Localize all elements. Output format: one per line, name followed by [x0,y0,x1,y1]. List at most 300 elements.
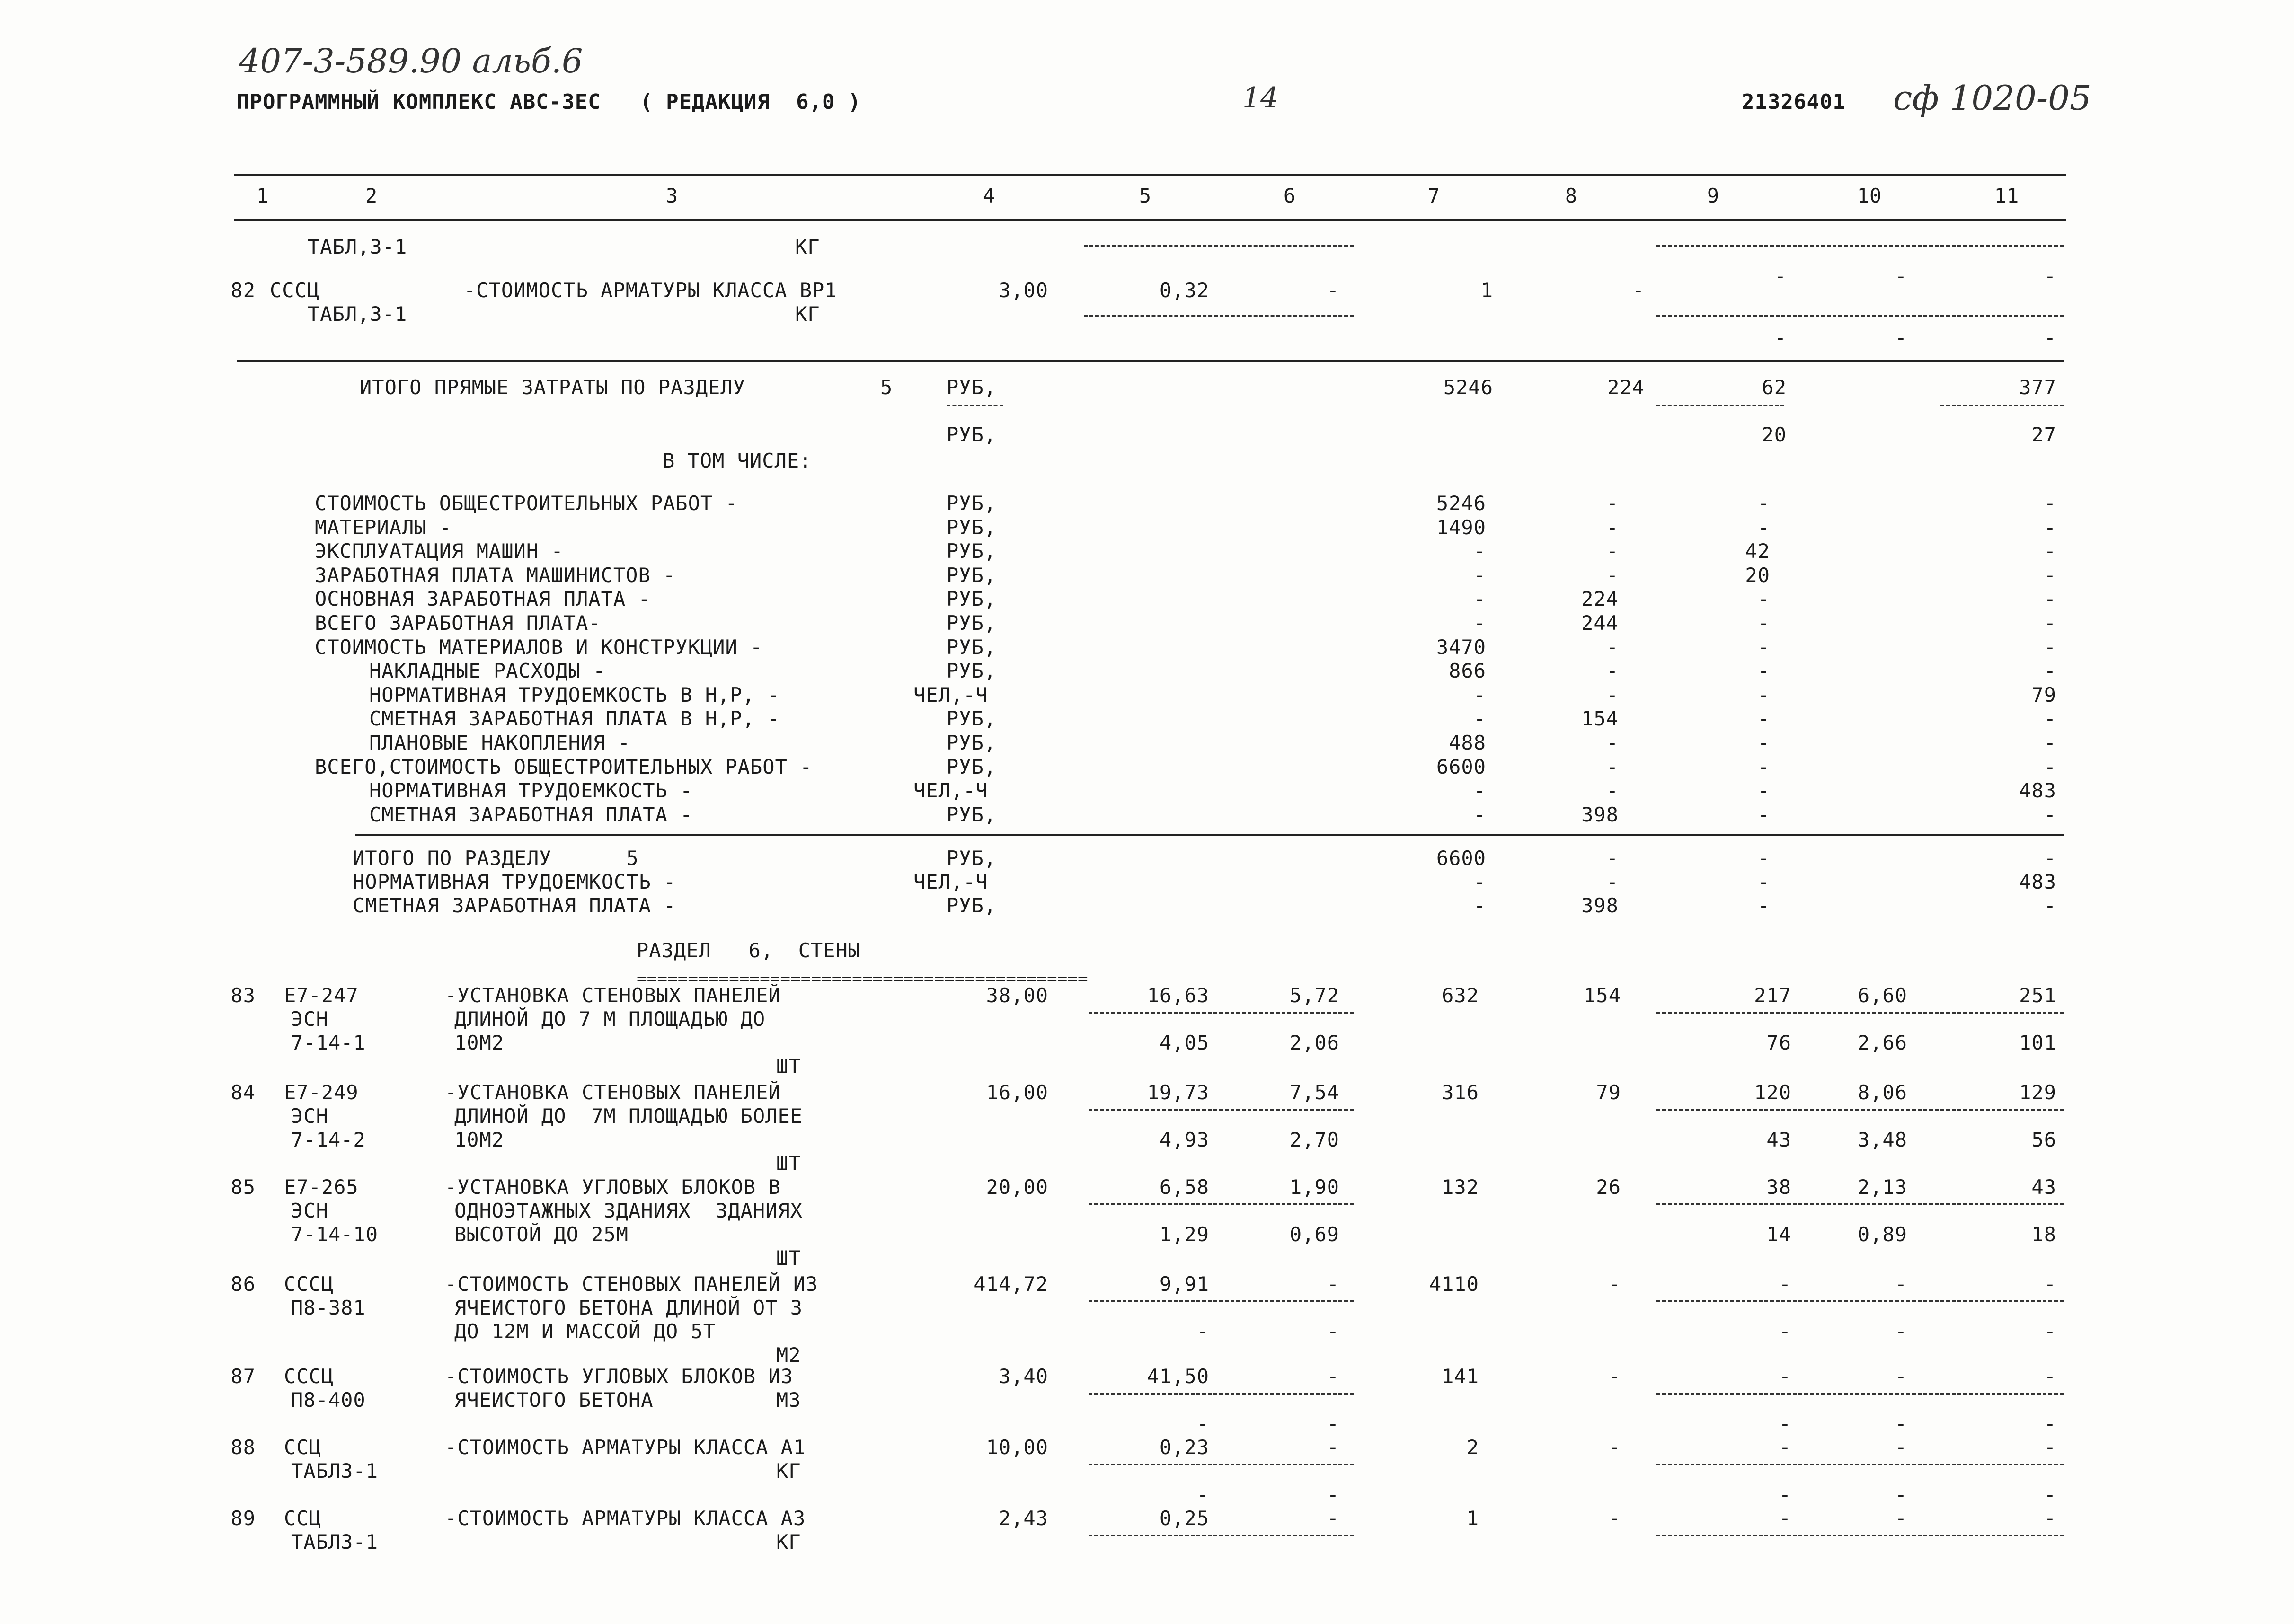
item-description: ДО 12М И МАССОЙ ДО 5Т [454,1320,716,1343]
breakdown-c8: - [1606,635,1619,659]
sep [1089,1393,1354,1395]
item-c11: 43 [2031,1175,2056,1199]
item-unit: ШТ [776,1246,801,1270]
item-c4: 16,00 [986,1081,1048,1104]
item-c9-sub: - [1779,1320,1791,1343]
column-header-7: 7 [1427,184,1441,207]
section-total-label: СМЕТНАЯ ЗАРАБОТНАЯ ПЛАТА - [353,894,676,917]
breakdown-c9: - [1757,707,1770,731]
breakdown-c9: - [1757,731,1770,754]
sep [1089,1203,1354,1205]
item-description: -СТОИМОСТЬ УГЛОВЫХ БЛОКОВ ИЗ [445,1365,794,1388]
item-number: 87 [230,1365,256,1388]
row-unit: КГ [795,235,820,258]
document-number: 21326401 [1742,90,1846,114]
breakdown-c11: - [2044,563,2056,587]
item-c7: 141 [1442,1365,1479,1388]
program-title: ПРОГРАММНЫЙ КОМПЛЕКС АВС-3ЕС ( РЕДАКЦИЯ 6,0 ) [237,90,861,114]
item-c5-sub: - [1196,1483,1209,1506]
breakdown-c7: - [1473,563,1486,587]
totals2-c9: 20 [1762,423,1787,446]
item-c7: 316 [1442,1081,1479,1104]
item-c8: - [1608,1365,1621,1388]
item-c5: 0,25 [1159,1507,1209,1530]
breakdown-c8: - [1606,492,1619,515]
breakdown-c11: - [2044,707,2056,731]
item-c5-sub: - [1196,1412,1209,1435]
item-description: ОДНОЭТАЖНЫХ ЗДАНИЯХ ЗДАНИЯХ [454,1199,803,1222]
breakdown-c11: - [2044,587,2056,611]
item-c11-sub: 56 [2031,1128,2056,1151]
section-total-unit: РУБ, [947,894,997,917]
item-c5-sub: 4,05 [1159,1031,1209,1054]
item-description: ДЛИНОЙ ДО 7 М ПЛОЩАДЬЮ ДО [454,1007,766,1031]
item-c5-sub: 1,29 [1159,1223,1209,1246]
item-c11: - [2044,1272,2056,1296]
item-code-sub: ТАБЛ3-1 [291,1459,379,1483]
section-total-c9: - [1757,894,1770,917]
section-rule [355,834,2064,836]
item-c10: - [1895,1365,1907,1388]
item-c11-sub: - [2044,1483,2056,1506]
cell-c10: - [1895,265,1907,288]
breakdown-c7: - [1473,779,1486,803]
item-c9-sub: 76 [1766,1031,1791,1054]
cell-c5: 0,32 [1159,279,1209,302]
item-c10: 6,60 [1857,984,1907,1007]
sep [1656,1109,2064,1111]
item-c10-sub: - [1895,1320,1907,1343]
item-c9-sub: - [1779,1412,1791,1435]
breakdown-unit: РУБ, [947,707,997,731]
item-unit: ШТ [776,1152,801,1175]
section-total-c9: - [1757,870,1770,893]
sep [1089,1464,1354,1465]
row-ref: ТАБЛ,3-1 [308,235,407,258]
item-c7: 132 [1442,1175,1479,1199]
totals-unit: РУБ, [947,376,997,399]
item-c9: - [1779,1507,1791,1530]
cell-c9: - [1774,326,1787,349]
breakdown-c11: - [2044,539,2056,563]
item-description: -СТОИМОСТЬ СТЕНОВЫХ ПАНЕЛЕЙ ИЗ [445,1272,818,1296]
row-number: 82 [230,279,256,302]
breakdown-label: СТОИМОСТЬ ОБЩЕСТРОИТЕЛЬНЫХ РАБОТ - [315,492,738,515]
breakdown-label: НАКЛАДНЫЕ РАСХОДЫ - [369,659,606,683]
item-c4: 3,40 [998,1365,1048,1388]
item-c8: - [1608,1436,1621,1459]
breakdown-unit: РУБ, [947,635,997,659]
item-c10: - [1895,1272,1907,1296]
item-unit: М3 [776,1388,801,1412]
sep [1656,1300,2064,1302]
item-unit: КГ [776,1530,801,1553]
section-underline: ============================================ [637,969,1088,989]
breakdown-c8: - [1606,539,1619,563]
breakdown-unit: РУБ, [947,659,997,683]
item-c5: 9,91 [1159,1272,1209,1296]
breakdown-c11: - [2044,515,2056,539]
item-c10-sub: - [1895,1412,1907,1435]
header-rule-top [234,174,2066,176]
breakdown-c11: - [2044,755,2056,778]
breakdown-label: ВСЕГО,СТОИМОСТЬ ОБЩЕСТРОИТЕЛЬНЫХ РАБОТ - [315,755,813,778]
breakdown-unit: РУБ, [947,731,997,754]
item-c5: 41,50 [1147,1365,1209,1388]
breakdown-c7: - [1473,539,1486,563]
item-c4: 2,43 [998,1507,1048,1530]
breakdown-label: НОРМАТИВНАЯ ТРУДОЕМКОСТЬ - [369,779,693,803]
breakdown-c9: - [1757,659,1770,683]
item-c9: 120 [1754,1081,1791,1104]
item-code: СССЦ [284,1365,334,1388]
item-number: 88 [230,1436,256,1459]
cell-c8: - [1632,279,1645,302]
item-c10-sub: - [1895,1483,1907,1506]
breakdown-c8: - [1606,683,1619,706]
item-c10-sub: 2,66 [1857,1031,1907,1054]
breakdown-label: СМЕТНАЯ ЗАРАБОТНАЯ ПЛАТА - [369,803,693,826]
row-unit: КГ [795,302,820,326]
item-c9-sub: 14 [1766,1223,1791,1246]
column-header-5: 5 [1139,184,1152,207]
section-total-label: НОРМАТИВНАЯ ТРУДОЕМКОСТЬ - [353,870,676,893]
column-header-2: 2 [365,184,378,207]
item-c7: 1 [1466,1507,1479,1530]
sep [1656,1535,2064,1536]
breakdown-c9: - [1757,779,1770,803]
column-header-9: 9 [1707,184,1720,207]
item-code-sub: 7-14-10 [291,1223,379,1246]
breakdown-c11: 79 [2031,683,2056,706]
including-label: В ТОМ ЧИСЛЕ: [663,449,812,472]
item-code-sub: ТАБЛ3-1 [291,1530,379,1553]
item-c8: - [1608,1507,1621,1530]
section-title: РАЗДЕЛ 6, СТЕНЫ [637,939,861,962]
breakdown-unit: ЧЕЛ,-Ч [913,683,988,706]
item-c11: 251 [2019,984,2056,1007]
breakdown-c7: 488 [1449,731,1486,754]
breakdown-c9: - [1757,611,1770,635]
sep [1656,1393,2064,1395]
item-description: ЯЧЕИСТОГО БЕТОНА ДЛИНОЙ ОТ 3 [454,1296,803,1319]
item-c6: - [1327,1272,1339,1296]
column-header-11: 11 [1994,184,2019,207]
item-c9-sub: - [1779,1483,1791,1506]
column-header-10: 10 [1857,184,1882,207]
item-c6-sub: 0,69 [1289,1223,1339,1246]
breakdown-label: ПЛАНОВЫЕ НАКОПЛЕНИЯ - [369,731,631,754]
item-number: 86 [230,1272,256,1296]
item-c7: 2 [1466,1436,1479,1459]
breakdown-c7: - [1473,707,1486,731]
item-code-sub: ЭСН [291,1104,328,1128]
section-total-c7: - [1473,894,1486,917]
breakdown-c11: - [2044,611,2056,635]
breakdown-unit: РУБ, [947,755,997,778]
item-c6-sub: 2,06 [1289,1031,1339,1054]
item-description: ДЛИНОЙ ДО 7М ПЛОЩАДЬЮ БОЛЕЕ [454,1104,803,1128]
item-description: -УСТАНОВКА УГЛОВЫХ БЛОКОВ В [445,1175,781,1199]
totals-c7: 5246 [1443,376,1493,399]
sep [1656,315,2064,317]
section-total-c8: - [1606,870,1619,893]
breakdown-c9: - [1757,755,1770,778]
breakdown-c7: - [1473,683,1486,706]
item-c8: 26 [1596,1175,1621,1199]
cell-c11: - [2044,326,2056,349]
item-code-sub: П8-400 [291,1388,366,1412]
sep [1089,1109,1354,1111]
item-c4: 414,72 [974,1272,1048,1296]
item-description: 10М2 [454,1031,505,1054]
breakdown-unit: РУБ, [947,611,997,635]
breakdown-c9: - [1757,515,1770,539]
item-number: 89 [230,1507,256,1530]
item-c11: 129 [2019,1081,2056,1104]
item-number: 85 [230,1175,256,1199]
sep [1656,1203,2064,1205]
sep [1084,315,1354,317]
item-c11-sub: 101 [2019,1031,2056,1054]
item-c11-sub: 18 [2031,1223,2056,1246]
row-ref: ТАБЛ,3-1 [308,302,407,326]
cell-c4: 3,00 [998,279,1048,302]
breakdown-c9: - [1757,803,1770,826]
item-c10: - [1895,1436,1907,1459]
item-unit: ШТ [776,1055,801,1078]
item-code-sub: П8-381 [291,1296,366,1319]
item-c8: - [1608,1272,1621,1296]
breakdown-c11: - [2044,635,2056,659]
totals-section: 5 [880,376,893,399]
cell-c10: - [1895,326,1907,349]
item-number: 83 [230,984,256,1007]
breakdown-c8: - [1606,731,1619,754]
item-c11-sub: - [2044,1320,2056,1343]
item-c7: 632 [1442,984,1479,1007]
handwritten-form-code: сф 1020-05 [1893,78,2091,118]
breakdown-label: ЗАРАБОТНАЯ ПЛАТА МАШИНИСТОВ - [315,563,676,587]
item-code: Е7-265 [284,1175,359,1199]
item-code: ССЦ [284,1507,321,1530]
item-code-sub: 7-14-1 [291,1031,366,1054]
item-description: -УСТАНОВКА СТЕНОВЫХ ПАНЕЛЕЙ [445,1081,781,1104]
header-rule-bottom [234,219,2066,221]
sep [947,405,1003,406]
item-code: СССЦ [284,1272,334,1296]
totals-label: ИТОГО ПРЯМЫЕ ЗАТРАТЫ ПО РАЗДЕЛУ [360,376,745,399]
breakdown-unit: РУБ, [947,587,997,611]
section-total-c8: - [1606,847,1619,870]
sep [1656,245,2064,247]
item-c4: 38,00 [986,984,1048,1007]
item-c5: 19,73 [1147,1081,1209,1104]
breakdown-label: ВСЕГО ЗАРАБОТНАЯ ПЛАТА- [315,611,601,635]
item-unit: КГ [776,1459,801,1483]
column-header-8: 8 [1565,184,1578,207]
item-c6: - [1327,1365,1339,1388]
breakdown-c9: - [1757,587,1770,611]
item-c10-sub: 0,89 [1857,1223,1907,1246]
breakdown-c7: 1490 [1436,515,1486,539]
breakdown-c7: - [1473,587,1486,611]
item-c6: - [1327,1507,1339,1530]
breakdown-c8: - [1606,563,1619,587]
breakdown-c8: - [1606,515,1619,539]
item-c8: 79 [1596,1081,1621,1104]
item-number: 84 [230,1081,256,1104]
item-c9: 38 [1766,1175,1791,1199]
item-c5: 6,58 [1159,1175,1209,1199]
breakdown-c9: - [1757,635,1770,659]
item-code-sub: 7-14-2 [291,1128,366,1151]
section-total-c8: 398 [1581,894,1619,917]
section-total-c11: - [2044,847,2056,870]
item-c5: 0,23 [1159,1436,1209,1459]
breakdown-c11: - [2044,492,2056,515]
breakdown-c9: - [1757,492,1770,515]
breakdown-unit: РУБ, [947,803,997,826]
item-c11: - [2044,1365,2056,1388]
item-c8: 154 [1584,984,1621,1007]
breakdown-c8: 224 [1581,587,1619,611]
item-c6-sub: 2,70 [1289,1128,1339,1151]
item-c9-sub: 43 [1766,1128,1791,1151]
breakdown-c7: 3470 [1436,635,1486,659]
breakdown-c8: - [1606,755,1619,778]
sep [1656,1012,2064,1014]
breakdown-c8: 398 [1581,803,1619,826]
totals2-unit: РУБ, [947,423,997,446]
item-c10-sub: 3,48 [1857,1128,1907,1151]
breakdown-c9: - [1757,683,1770,706]
breakdown-c8: 154 [1581,707,1619,731]
breakdown-unit: РУБ, [947,539,997,563]
breakdown-unit: РУБ, [947,515,997,539]
cell-c7: 1 [1480,279,1493,302]
sep [1940,405,2064,406]
item-unit: М2 [776,1343,801,1367]
handwritten-album-code: 407-3-589.90 альб.6 [239,42,583,80]
cell-c11: - [2044,265,2056,288]
item-c9: - [1779,1365,1791,1388]
row-code: СССЦ [270,279,320,302]
item-c11: - [2044,1507,2056,1530]
breakdown-label: МАТЕРИАЛЫ - [315,515,452,539]
sep [1089,1012,1354,1014]
breakdown-label: ОСНОВНАЯ ЗАРАБОТНАЯ ПЛАТА - [315,587,651,611]
breakdown-c9: 42 [1745,539,1770,563]
section-total-unit: ЧЕЛ,-Ч [913,870,988,893]
column-header-4: 4 [983,184,996,207]
row-description: -СТОИМОСТЬ АРМАТУРЫ КЛАССА ВР1 [464,279,837,302]
item-c4: 10,00 [986,1436,1048,1459]
breakdown-unit: ЧЕЛ,-Ч [913,779,988,803]
section-total-c11: 483 [2019,870,2056,893]
item-description: -УСТАНОВКА СТЕНОВЫХ ПАНЕЛЕЙ [445,984,781,1007]
item-description: -СТОИМОСТЬ АРМАТУРЫ КЛАССА А1 [445,1436,806,1459]
item-c5: 16,63 [1147,984,1209,1007]
breakdown-c7: - [1473,803,1486,826]
sep [1084,245,1354,247]
cell-c9: - [1774,265,1787,288]
breakdown-label: НОРМАТИВНАЯ ТРУДОЕМКОСТЬ В Н,Р, - [369,683,780,706]
item-c5-sub: - [1196,1320,1209,1343]
section-total-c11: - [2044,894,2056,917]
item-c5-sub: 4,93 [1159,1128,1209,1151]
item-c11: - [2044,1436,2056,1459]
breakdown-label: СМЕТНАЯ ЗАРАБОТНАЯ ПЛАТА В Н,Р, - [369,707,780,731]
column-header-1: 1 [256,184,269,207]
item-code: Е7-249 [284,1081,359,1104]
totals-c11: 377 [2019,376,2056,399]
breakdown-c8: 244 [1581,611,1619,635]
section-total-unit: РУБ, [947,847,997,870]
item-c6: 1,90 [1289,1175,1339,1199]
sep [1656,405,1784,406]
totals-c8: 224 [1607,376,1645,399]
totals2-c11: 27 [2031,423,2056,446]
item-description: -СТОИМОСТЬ АРМАТУРЫ КЛАССА А3 [445,1507,806,1530]
cell-c6: - [1327,279,1339,302]
item-c9: - [1779,1272,1791,1296]
totals-c9: 62 [1762,376,1787,399]
item-c11-sub: - [2044,1412,2056,1435]
item-c10: 8,06 [1857,1081,1907,1104]
breakdown-c11: - [2044,803,2056,826]
breakdown-c11: - [2044,731,2056,754]
breakdown-c11: - [2044,659,2056,683]
item-c10: 2,13 [1857,1175,1907,1199]
sep [1089,1300,1354,1302]
item-description: 10М2 [454,1128,505,1151]
item-code-sub: ЭСН [291,1007,328,1031]
item-c9: - [1779,1436,1791,1459]
item-c9: 217 [1754,984,1791,1007]
breakdown-c11: 483 [2019,779,2056,803]
item-code: Е7-247 [284,984,359,1007]
sep [1656,1464,2064,1465]
sep [1089,1535,1354,1536]
breakdown-c7: 5246 [1436,492,1486,515]
breakdown-unit: РУБ, [947,492,997,515]
breakdown-label: ЭКСПЛУАТАЦИЯ МАШИН - [315,539,564,563]
breakdown-c7: 866 [1449,659,1486,683]
item-c6-sub: - [1327,1320,1339,1343]
item-c6: 5,72 [1289,984,1339,1007]
breakdown-c7: 6600 [1436,755,1486,778]
item-c4: 20,00 [986,1175,1048,1199]
section-total-c7: 6600 [1436,847,1486,870]
breakdown-c9: 20 [1745,563,1770,587]
item-code-sub: ЭСН [291,1199,328,1222]
item-description: ВЫСОТОЙ ДО 25М [454,1223,629,1246]
section-rule [237,360,2064,362]
item-c6-sub: - [1327,1483,1339,1506]
section-total-c7: - [1473,870,1486,893]
breakdown-unit: РУБ, [947,563,997,587]
section-total-c9: - [1757,847,1770,870]
breakdown-c8: - [1606,659,1619,683]
item-code: ССЦ [284,1436,321,1459]
column-header-3: 3 [665,184,679,207]
section-total-label: ИТОГО ПО РАЗДЕЛУ 5 [353,847,639,870]
item-c6: - [1327,1436,1339,1459]
item-c7: 4110 [1429,1272,1479,1296]
item-c6: 7,54 [1289,1081,1339,1104]
page-number: 14 [1242,81,1279,115]
